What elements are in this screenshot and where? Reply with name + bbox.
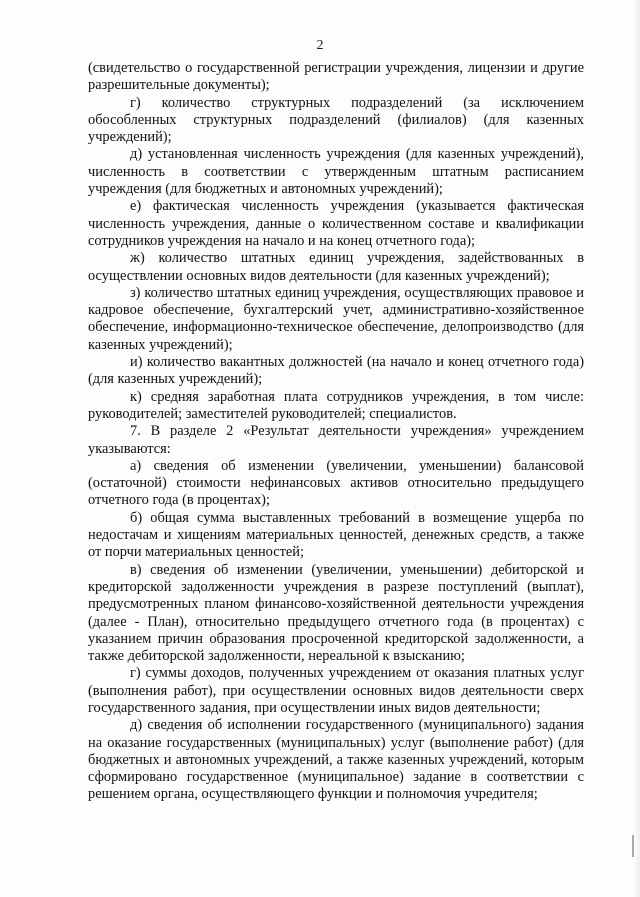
paragraph-item-d: д) установленная численность учреждения (для казенных учреждений), численность в соответствии с утвержденным штатным расписанием учреждения (для бюджетных и автономных учреждений); bbox=[88, 146, 584, 198]
document-body bbox=[88, 60, 584, 804]
paragraph-item-z: з) количество штатных единиц учреждения, осуществляющих правовое и кадровое обеспечение, бухгалтерский учет, административно-хозяйственное обеспечение, информационно-техническое обеспечение, делопроизводство (для казенных учреждений); bbox=[88, 284, 584, 353]
paragraph-continuation: (свидетельство о государственной регистрации учреждения, лицензии и другие разрешительные документы); bbox=[88, 60, 584, 94]
paragraph-item-zh: ж) количество штатных единиц учреждения, задействованных в осуществлении основных видов деятельности (для казенных учреждений); bbox=[88, 250, 584, 284]
paragraph-item-v: в) сведения об изменении (увеличении, уменьшении) дебиторской и кредиторской задолженности учреждения в разрезе поступлений (выплат), предусмотренных планом финансово-хозяйственной деятельности учреждения (далее - План), относительно предыдущего отчетного года (в процентах) с указанием причин образования просроченной кредиторской задолженности, а также дебиторской задолженности, нереальной к взысканию; bbox=[88, 561, 584, 665]
page-number: 2 bbox=[316, 38, 324, 53]
paragraph-item-g2: г) суммы доходов, полученных учреждением от оказания платных услуг (выполнения работ), при осуществлении основных видов деятельности сверх государственного задания, при осуществлении иных видов деятельности; bbox=[88, 665, 584, 716]
paragraph-item-b: б) общая сумма выставленных требований в возмещение ущерба по недостачам и хищениям материальных ценностей, денежных средств, а также от порчи материальных ценностей; bbox=[88, 509, 584, 561]
paragraph-item-a: а) сведения об изменении (увеличении, уменьшении) балансовой (остаточной) стоимости нефинансовых активов относительно предыдущего отчетного года (в процентах); bbox=[88, 457, 584, 509]
paragraph-section-7: 7. В разделе 2 «Результат деятельности учреждения» учреждением указываются: bbox=[88, 423, 584, 457]
scan-edge-shadow bbox=[634, 0, 640, 897]
paragraph-item-i: и) количество вакантных должностей (на начало и конец отчетного года) (для казенных учреждений); bbox=[88, 354, 584, 388]
paragraph-item-d2: д) сведения об исполнении государственного (муниципального) задания на оказание государственных (муниципальных) услуг (выполнение работ) (для бюджетных и автономных учреждений, а также казенных учреждений, которым сформировано государственное (муниципальное) задание в соответствии с решением органа, осуществляющего функции и полномочия учредителя; bbox=[88, 717, 584, 803]
scan-mark bbox=[632, 835, 634, 857]
paragraph-item-e: е) фактическая численность учреждения (указывается фактическая численность учреждения, данные о количественном составе и квалификации сотрудников учреждения на начало и на конец отчетного года); bbox=[88, 198, 584, 249]
paragraph-item-g: г) количество структурных подразделений (за исключением обособленных структурных подразделений (филиалов) (для казенных учреждений); bbox=[88, 94, 584, 146]
paragraph-item-k: к) средняя заработная плата сотрудников учреждения, в том числе: руководителей; заместителей руководителей; специалистов. bbox=[88, 388, 584, 422]
